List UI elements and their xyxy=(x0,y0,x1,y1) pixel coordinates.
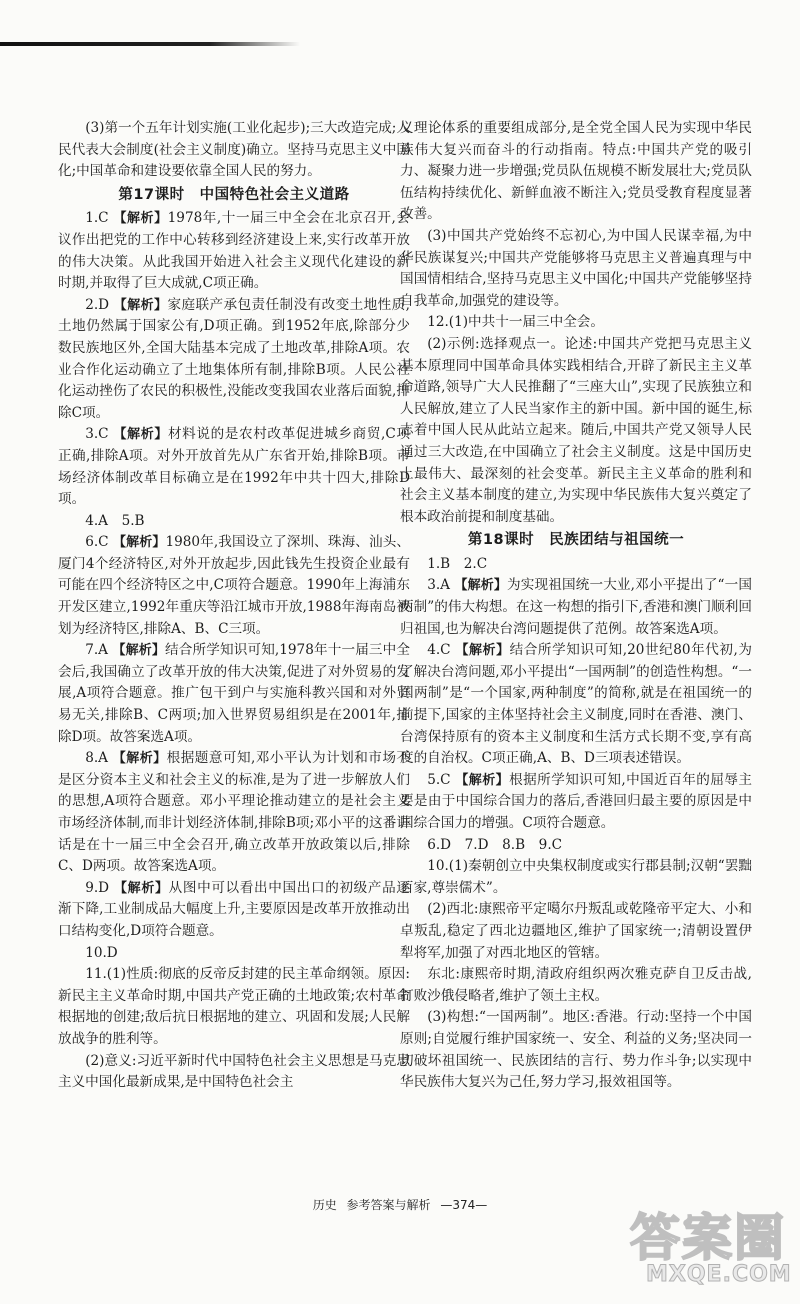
paragraph: 义理论体系的重要组成部分,是全党全国人民为实现中华民族伟大复兴而奋斗的行动指南。特点:中国共产党的吸引力、凝聚力进一步增强;党员队伍规模不断发展壮大;党员队伍结构持续优化、新鲜血液不断注入;党员受教育程度显著改善。 xyxy=(400,120,752,223)
answer-item: 4.A 5.B xyxy=(85,512,145,529)
left-column xyxy=(58,118,410,1094)
answer-item xyxy=(58,748,410,878)
answer-item xyxy=(400,575,752,640)
answer-item xyxy=(58,878,410,943)
answer-key: 7.A xyxy=(85,642,113,659)
answer-item: 1.B 2.C xyxy=(427,555,488,572)
answer-item: 东北:康熙帝时期,清政府组织两次雅克萨自卫反击战,打败沙俄侵略者,维护了领土主权。 xyxy=(400,966,752,1004)
header-rule xyxy=(0,42,300,46)
watermark-main: 答案圈 xyxy=(630,1209,786,1267)
right-column xyxy=(400,118,752,1094)
paragraph: (3)第一个五年计划实施(工业化起步);三大改造完成;人民代表大会制度(社会主义制度)确立。坚持马克思主义中国化;中国革命和建设要依靠全国人民的努力。 xyxy=(58,120,410,180)
analysis-tag: 【解析】 xyxy=(113,427,168,443)
answer-item xyxy=(58,295,410,425)
analysis-tag: 【解析】 xyxy=(112,643,166,659)
analysis-tag: 【解析】 xyxy=(113,297,168,313)
paragraph: (3)中国共产党始终不忘初心,为中国人民谋幸福,为中华民族谋复兴;中国共产党能够将马克思主义普遍真理与中国国情相结合,坚持马克思主义中国化;中国共产党能够坚持自我革命,加强党的建设等。 xyxy=(400,227,752,309)
answer-item: (2)西北:康熙帝平定噶尔丹叛乱或乾隆帝平定大、小和卓叛乱,稳定了西北边疆地区,维护了国家统一;清朝设置伊犁将军,加强了对西北地区的管辖。 xyxy=(400,901,752,961)
answer-key: 5.C xyxy=(427,771,456,788)
answer-item xyxy=(58,640,410,748)
answer-item xyxy=(400,640,752,770)
answer-item: 10.D xyxy=(85,944,118,961)
answer-text: 材料说的是农村改革促进城乡商贸,C项正确,排除A项。对外开放首先从广东省开始,排除B项。市场经济体制改革目标确立是在1992年中共十四大,排除D项。 xyxy=(58,426,410,508)
watermark-logo xyxy=(600,1198,790,1298)
watermark-sub: MXQE.COM xyxy=(646,1262,792,1287)
answer-item xyxy=(58,208,410,294)
answer-text: 家庭联产承包责任制没有改变土地性质,土地仍然属于国家公有,D项正确。到1952年底,除部分少数民族地区外,全国大陆基本完成了土地改革,排除A项。农业合作化运动确立了土地集体所有制,排除B项。人民公社化运动挫伤了农民的积极性,没能改变我国农业落后面貌,排除C项。 xyxy=(58,296,410,421)
answer-text: 1980年,我国设立了深圳、珠海、汕头、厦门4个经济特区,对外开放起步,因此钱先生投资企业最有可能在四个经济特区之中,C项符合题意。1990年上海浦东开发区建立,1992年重庆等沿江城市开放,1988年海南岛被划为经济特区,排除A、B、C三项。 xyxy=(58,534,410,637)
answer-item: 11.(1)性质:彻底的反帝反封建的民主革命纲领。原因:新民主主义革命时期,中国共产党正确的土地政策;农村革命根据地的创建;敌后抗日根据地的建立、巩固和发展;人民解放战争的胜利等。 xyxy=(58,966,410,1047)
footer-subject: 历史 xyxy=(312,1198,337,1212)
page-number: —374— xyxy=(440,1198,488,1212)
answer-item xyxy=(58,532,410,640)
answer-item: (2)示例:选择观点一。论述:中国共产党把马克思主义基本原理同中国革命具体实践相结合,开辟了新民主主义革命道路,领导广大人民推翻了“三座大山”,实现了民族独立和人民解放,建立了人民当家作主的新中国。新中国的诞生,标志着中国人民从此站立起来。随后,中国共产党又领导人民通过三大改造,在中国确立了社会主义制度。这是中国历史上最伟大、最深刻的社会变革。新民主主义革命的胜利和社会主义基本制度的建立,为实现中华民族伟大复兴奠定了根本政治前提和制度基础。 xyxy=(400,335,752,525)
answer-key: 9.D xyxy=(85,879,115,896)
answer-text: 1978年,十一届三中全会在北京召开,会议作出把党的工作中心转移到经济建设上来,实行改革开放的伟大决策。从此我国开始进入社会主义现代化建设的新时期,并取得了巨大成就,C项正确。 xyxy=(58,210,410,292)
analysis-tag: 【解析】 xyxy=(113,211,168,227)
answer-text: 从图中可以看出中国出口的初级产品逐渐下降,工业制成品大幅度上升,主要原因是改革开放推动出口结构变化,D项符合题意。 xyxy=(58,879,410,939)
answer-key: 2.D xyxy=(85,296,114,313)
lesson-heading-18: 第18课时 民族团结与祖国统一 xyxy=(467,532,685,549)
analysis-tag: 【解析】 xyxy=(114,880,169,896)
answer-key: 1.C xyxy=(85,210,114,227)
answer-item: 12.(1)中共十一届三中全会。 xyxy=(427,314,604,331)
answer-item: 6.D 7.D 8.B 9.C xyxy=(427,836,563,853)
answer-item xyxy=(400,770,752,835)
footer-section: 参考答案与解析 xyxy=(346,1198,431,1212)
analysis-tag: 【解析】 xyxy=(113,535,166,551)
answer-text: 结合所学知识可知,1978年十一届三中全会后,我国确立了改革开放的伟大决策,促进了对外贸易的发展,A项符合题意。推广包干到户与实施科教兴国和对外贸易无关,排除B、C两项;加入世界贸易组织是在2001年,排除D项。故答案选A项。 xyxy=(58,642,410,745)
analysis-tag: 【解析】 xyxy=(454,578,508,594)
analysis-tag: 【解析】 xyxy=(455,772,510,788)
analysis-tag: 【解析】 xyxy=(455,643,510,659)
answer-item: (2)意义:习近平新时代中国特色社会主义思想是马克思主义中国化最新成果,是中国特色社会主 xyxy=(58,1052,410,1091)
answer-text: 根据所学知识可知,中国近百年的屈辱主要是由于中国综合国力的落后,香港回归最主要的原因是中国综合国力的增强。C项符合题意。 xyxy=(400,771,752,831)
answer-text: 为实现祖国统一大业,邓小平提出了“一国两制”的伟大构想。在这一构想的指引下,香港和澳门顺利回归祖国,也为解决台湾问题提供了范例。故答案选A项。 xyxy=(400,577,752,637)
answer-key: 4.C xyxy=(427,642,456,659)
analysis-tag: 【解析】 xyxy=(112,751,167,767)
answer-text: 根据题意可知,邓小平认为计划和市场不是区分资本主义和社会主义的标准,是为了进一步解放人们的思想,A项符合题意。邓小平理论推动建立的是社会主义市场经济体制,而非计划经济体制,排除B项;邓小平的这番讲话是在十一届三中全会召开,确立改革开放政策以后,排除C、D两项。故答案选A项。 xyxy=(58,750,410,875)
answer-key: 3.A xyxy=(427,577,455,594)
answer-item: 10.(1)秦朝创立中央集权制度或实行郡县制;汉朝“罢黜百家,尊崇儒术”。 xyxy=(400,858,752,896)
answer-key: 6.C xyxy=(85,534,113,551)
lesson-heading-17: 第17课时 中国特色社会主义道路 xyxy=(118,186,350,203)
answer-text: 结合所学知识可知,20世纪80年代初,为了解决台湾问题,邓小平提出“一国两制”的创造性构想。“一国两制”是“一个国家,两种制度”的简称,就是在祖国统一的前提下,国家的主体坚持社会主义制度,同时在香港、澳门、台湾保持原有的资本主义制度和生活方式长期不变,享有高度的自治权。C项正确,A、B、D三项表述错误。 xyxy=(400,642,752,767)
answer-key: 3.C xyxy=(85,426,114,443)
answer-key: 8.A xyxy=(85,750,113,767)
answer-item xyxy=(58,424,410,510)
answer-item: (3)构想:“一国两制”。地区:香港。行动:坚持一个中国原则;自觉履行维护国家统一、安全、利益的义务;坚决同一切破坏祖国统一、民族团结的言行、势力作斗争;以实现中华民族伟大复兴为己任,努力学习,报效祖国等。 xyxy=(400,1009,752,1091)
